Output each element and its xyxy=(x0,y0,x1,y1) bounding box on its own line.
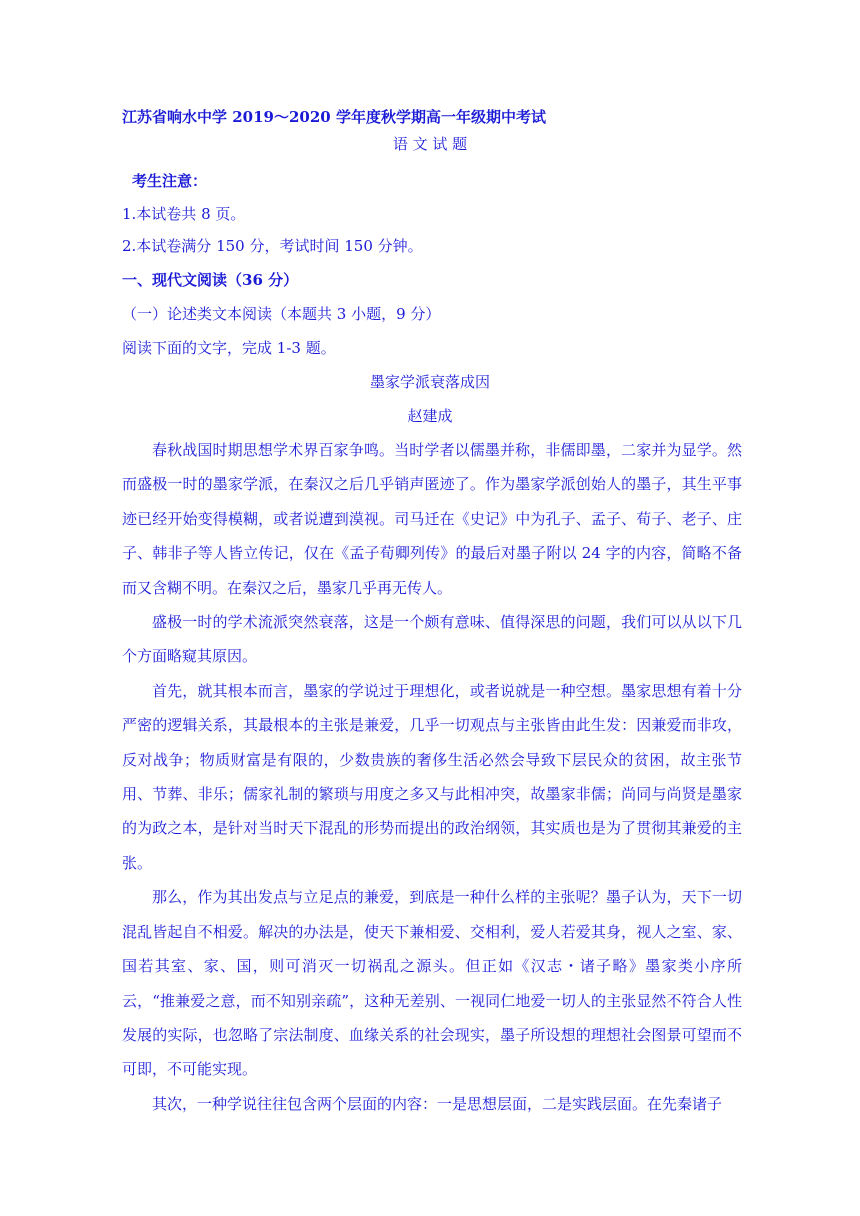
exam-title: 江苏省响水中学 2019～2020 学年度秋学期高一年级期中考试 xyxy=(122,108,546,126)
subject-title: 语 文 试 题 xyxy=(392,135,468,153)
article-paragraph: 首先，就其根本而言，墨家的学说过于理想化，或者说就是一种空想。墨家思想有着十分严密的逻辑关系，其最根本的主张是兼爱，几乎一切观点与主张皆由此生发：因兼爱而非攻，反对战争；物质财富是有限的，少数贵族的奢侈生活必然会导致下层民众的贫困，故主张节用、节葬、非乐；儒家礼制的繁琐与用度之多又与此相冲突，故墨家非儒；尚同与尚贤是墨家的为政之本，是针对当时天下混乱的形势而提出的政治纲领，其实质也是为了贯彻其兼爱的主张。 xyxy=(122,681,742,872)
article-author: 赵建成 xyxy=(407,407,453,425)
subsection-title: （一）论述类文本阅读（本题共 3 小题，9 分） xyxy=(122,305,441,323)
notice-item: 1.本试卷共 8 页。 xyxy=(122,205,246,223)
notice-heading: 考生注意： xyxy=(132,172,208,190)
article-paragraph: 春秋战国时期思想学术界百家争鸣。当时学者以儒墨并称，非儒即墨，二家并为显学。然而盛极一时的墨家学派，在秦汉之后几乎销声匿迹了。作为墨家学派创始人的墨子，其生平事迹已经开始变得模糊，或者说遭到漠视。司马迁在《史记》中为孔子、孟子、荀子、老子、庄子、韩非子等人皆立传记，仅在《孟子荀卿列传》的最后对墨子附以 24 字的内容，简略不备而又含糊不明。在秦汉之后，墨家几乎再无传人。 xyxy=(122,441,742,597)
reading-instruction: 阅读下面的文字，完成 1-3 题。 xyxy=(122,339,336,357)
article-paragraph: 盛极一时的学术流派突然衰落，这是一个颇有意味、值得深思的问题，我们可以从以下几个方面略窥其原因。 xyxy=(122,613,742,666)
article-paragraph: 那么，作为其出发点与立足点的兼爱，到底是一种什么样的主张呢？墨子认为，天下一切混乱皆起自不相爱。解决的办法是，使天下兼相爱、交相利，爱人若爱其身，视人之室、家、国若其室、家、国，则可消灭一切祸乱之源头。但正如《汉志・诸子略》墨家类小序所云，“推兼爱之意，而不知别亲疏”，这种无差别、一视同仁地爱一切人的主张显然不符合人性发展的实际，也忽略了宗法制度、血缘关系的社会现实，墨子所设想的理想社会图景可望而不可即，不可能实现。 xyxy=(122,888,742,1079)
article-paragraph: 其次，一种学说往往包含两个层面的内容：一是思想层面，二是实践层面。在先秦诸子 xyxy=(152,1094,723,1113)
article-body xyxy=(122,433,742,1121)
section-title: 一、现代文阅读（36 分） xyxy=(122,271,299,289)
article-title: 墨家学派衰落成因 xyxy=(369,373,490,391)
notice-item: 2.本试卷满分 150 分，考试时间 150 分钟。 xyxy=(122,237,423,255)
